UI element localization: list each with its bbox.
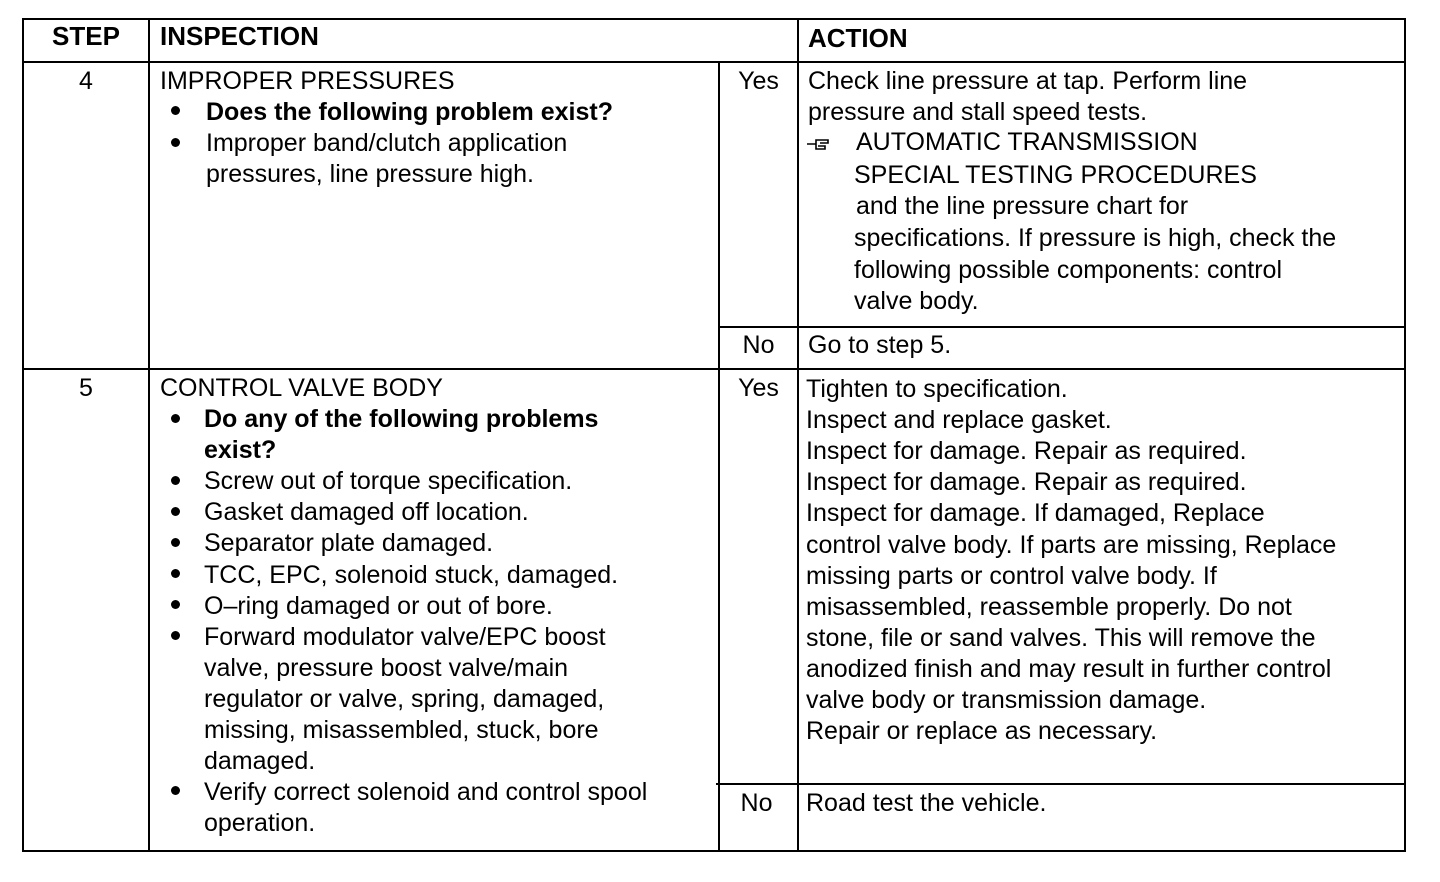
no-label: No <box>740 789 773 817</box>
inspection-question: Does the following problem exist? <box>206 98 613 126</box>
action-no-text: Go to step 5. <box>808 331 952 359</box>
row-divider <box>22 368 1406 370</box>
action-line: and the line pressure chart for <box>856 192 1189 220</box>
action-line: valve body. <box>854 287 979 315</box>
inspection-question: Do any of the following problems <box>204 405 599 433</box>
action-line: Check line pressure at tap. Perform line <box>808 67 1248 95</box>
no-label: No <box>742 331 775 359</box>
yes-label: Yes <box>738 67 779 95</box>
bullet-icon <box>171 631 180 640</box>
action-line: Inspect for damage. If damaged, Replace <box>806 499 1265 527</box>
action-line: Inspect for damage. Repair as required. <box>806 437 1247 465</box>
inspection-item: Gasket damaged off location. <box>204 498 529 526</box>
action-line: control valve body. If parts are missing, Replace <box>806 531 1337 559</box>
action-line: pressure and stall speed tests. <box>808 98 1148 126</box>
inspection-title: IMPROPER PRESSURES <box>160 67 455 95</box>
action-line: stone, file or sand valves. This will remove the <box>806 624 1316 652</box>
yes-label: Yes <box>738 374 779 402</box>
action-line: missing parts or control valve body. If <box>806 562 1217 590</box>
action-line: Tighten to specification. <box>806 375 1068 403</box>
inspection-title: CONTROL VALVE BODY <box>160 374 443 402</box>
reference-title: SPECIAL TESTING PROCEDURES <box>854 161 1257 189</box>
bullet-icon <box>171 786 180 795</box>
header-action: ACTION <box>808 23 908 53</box>
inspection-item: Screw out of torque specification. <box>204 467 573 495</box>
inspection-question: exist? <box>204 436 277 464</box>
bullet-icon <box>171 106 180 115</box>
bullet-icon <box>171 507 180 516</box>
bullet-icon <box>171 414 180 423</box>
inspection-item: Separator plate damaged. <box>204 529 494 557</box>
inspection-item: O–ring damaged or out of bore. <box>204 592 553 620</box>
inspection-item: missing, misassembled, stuck, bore <box>204 716 599 744</box>
pointing-hand-icon <box>806 136 832 152</box>
action-line: Inspect and replace gasket. <box>806 406 1112 434</box>
header-inspection: INSPECTION <box>160 21 319 51</box>
bullet-icon <box>171 600 180 609</box>
inspection-item: valve, pressure boost valve/main <box>204 654 569 682</box>
bullet-icon <box>171 538 180 547</box>
header-step: STEP <box>52 21 120 51</box>
inspection-item: operation. <box>204 809 316 837</box>
action-line: misassembled, reassemble properly. Do not <box>806 593 1292 621</box>
action-line: following possible components: control <box>854 256 1283 284</box>
inspection-item: Forward modulator valve/EPC boost <box>204 623 606 651</box>
inspection-item: damaged. <box>204 747 316 775</box>
step-number: 4 <box>79 67 93 95</box>
action-no-text: Road test the vehicle. <box>806 789 1047 817</box>
row4-yes-no-divider <box>718 326 1406 328</box>
reference-title: AUTOMATIC TRANSMISSION <box>856 128 1198 156</box>
inspection-item: TCC, EPC, solenoid stuck, damaged. <box>204 561 619 589</box>
action-line: specifications. If pressure is high, check the <box>854 224 1337 252</box>
inspection-item: regulator or valve, spring, damaged, <box>204 685 605 713</box>
bullet-icon <box>171 476 180 485</box>
header-divider <box>22 61 1406 63</box>
action-line: valve body or transmission damage. <box>806 686 1207 714</box>
bullet-icon <box>171 569 180 578</box>
yesno-column-divider <box>718 61 720 852</box>
action-line: anodized finish and may result in further control <box>806 655 1332 683</box>
step-column-divider <box>148 18 150 852</box>
step-number: 5 <box>79 374 93 402</box>
inspection-item: Improper band/clutch application <box>206 129 568 157</box>
bullet-icon <box>171 138 180 147</box>
inspection-item: pressures, line pressure high. <box>206 160 534 188</box>
action-line: Repair or replace as necessary. <box>806 717 1158 745</box>
inspection-item: Verify correct solenoid and control spool <box>204 778 648 806</box>
row5-yes-no-divider <box>716 783 1406 785</box>
action-column-divider <box>797 18 799 852</box>
action-line: Inspect for damage. Repair as required. <box>806 468 1247 496</box>
